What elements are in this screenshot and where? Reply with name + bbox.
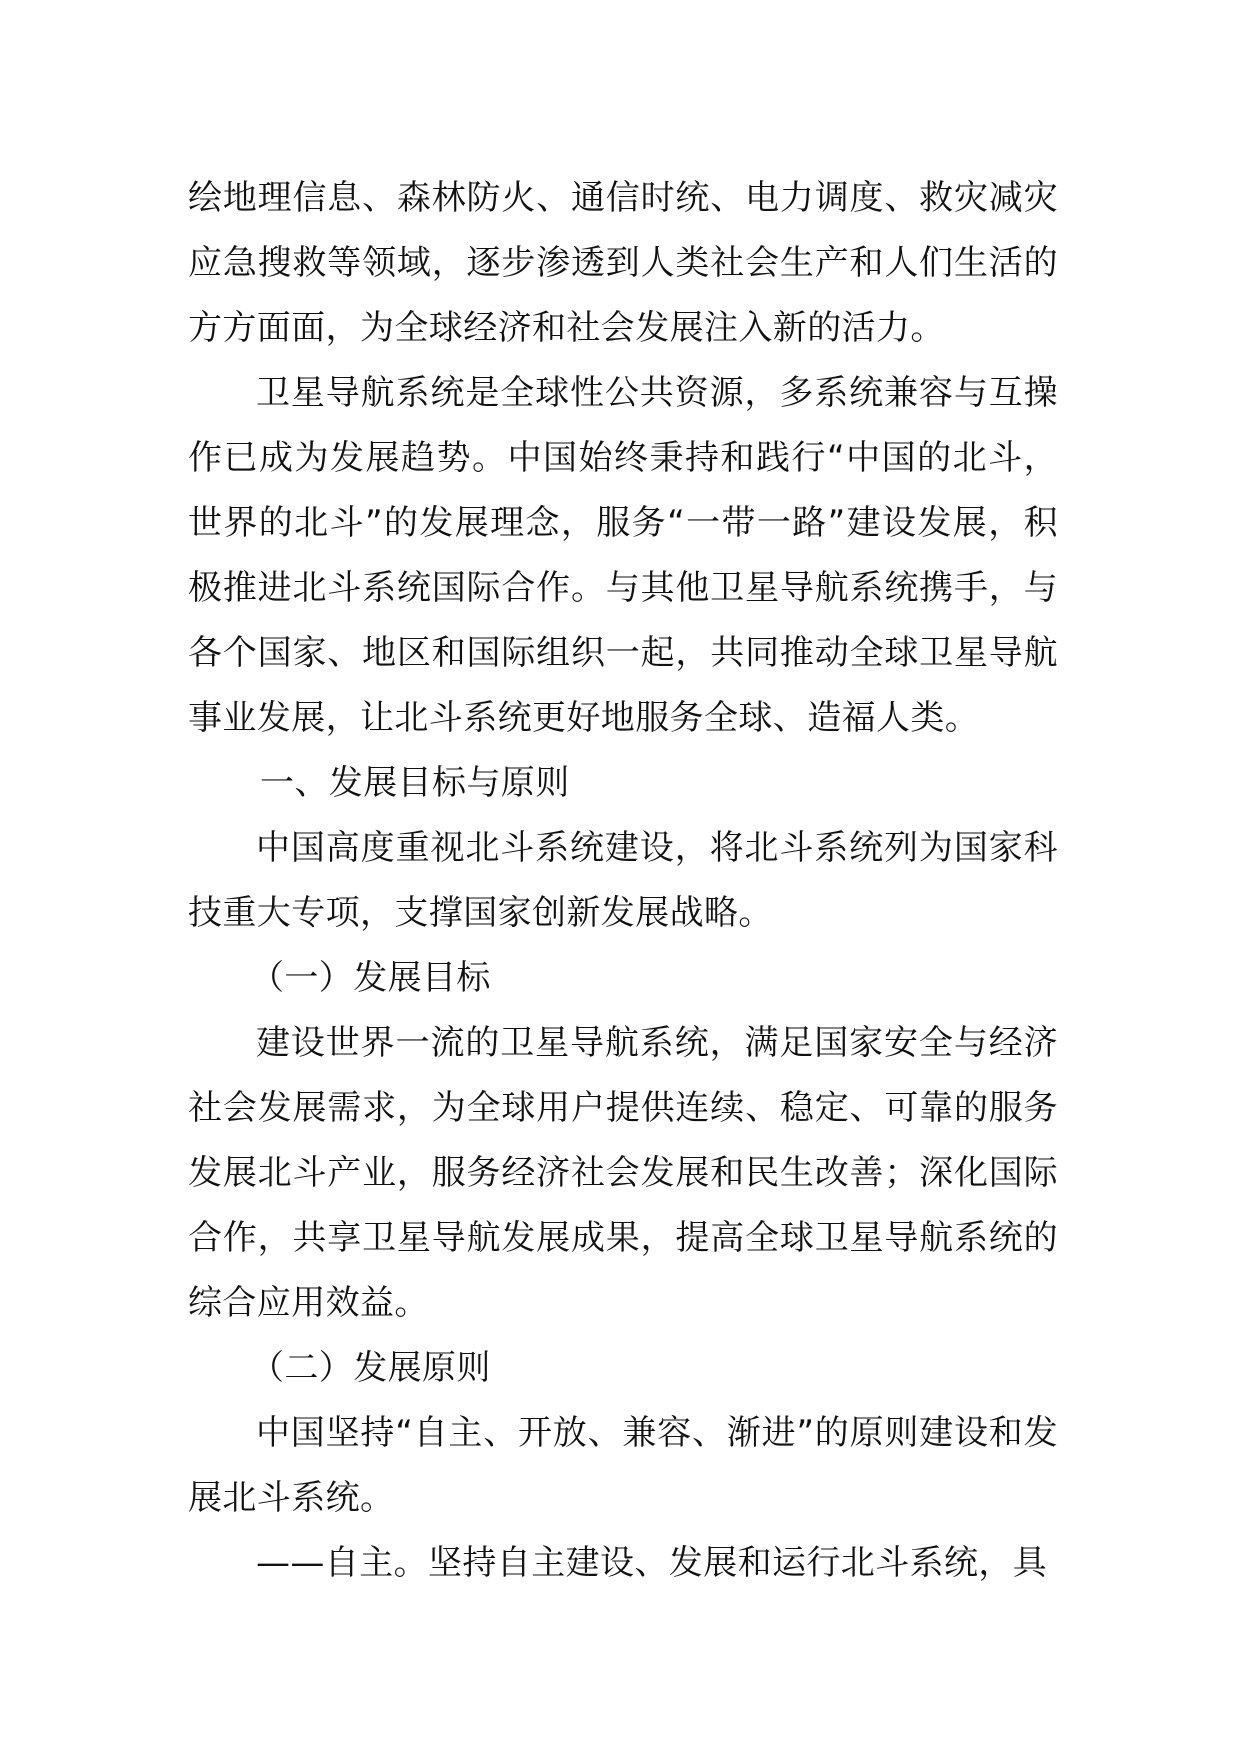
paragraph-body: 建设世界一流的卫星导航系统，满足国家安全与经济社会发展需求，为全球用户提供连续、稳定、可靠的服务发展北斗产业，服务经济社会发展和民生改善；深化国际合作，共享卫星导航发展成果，提高全球卫星导航系统的综合应用效益。: [188, 1023, 1058, 1323]
section-heading: 一、发展目标与原则: [260, 763, 570, 803]
paragraph-continuation: 绘地理信息、森林防火、通信时统、电力调度、救灾减灾应急搜救等领域，逐步渗透到人类社会生产和人们生活的方方面面，为全球经济和社会发展注入新的活力。: [188, 178, 1058, 348]
subsection-heading: （二）发展原则: [250, 1348, 491, 1388]
paragraph-body: 中国高度重视北斗系统建设，将北斗系统列为国家科技重大专项，支撑国家创新发展战略。: [188, 828, 1058, 933]
paragraph-body: ——自主。坚持自主建设、发展和运行北斗系统，具: [256, 1543, 1048, 1583]
document-body: [188, 166, 1058, 1596]
paragraph-body: 卫星导航系统是全球性公共资源，多系统兼容与互操作已成为发展趋势。中国始终秉持和践行“中国的北斗，世界的北斗”的发展理念，服务“一带一路”建设发展，积极推进北斗系统国际合作。与其他卫星导航系统携手，与各个国家、地区和国际组织一起，共同推动全球卫星导航事业发展，让北斗系统更好地服务全球、造福人类。: [188, 373, 1058, 738]
paragraph-body: 中国坚持“自主、开放、兼容、渐进”的原则建设和发展北斗系统。: [188, 1413, 1058, 1518]
subsection-heading: （一）发展目标: [250, 958, 491, 998]
